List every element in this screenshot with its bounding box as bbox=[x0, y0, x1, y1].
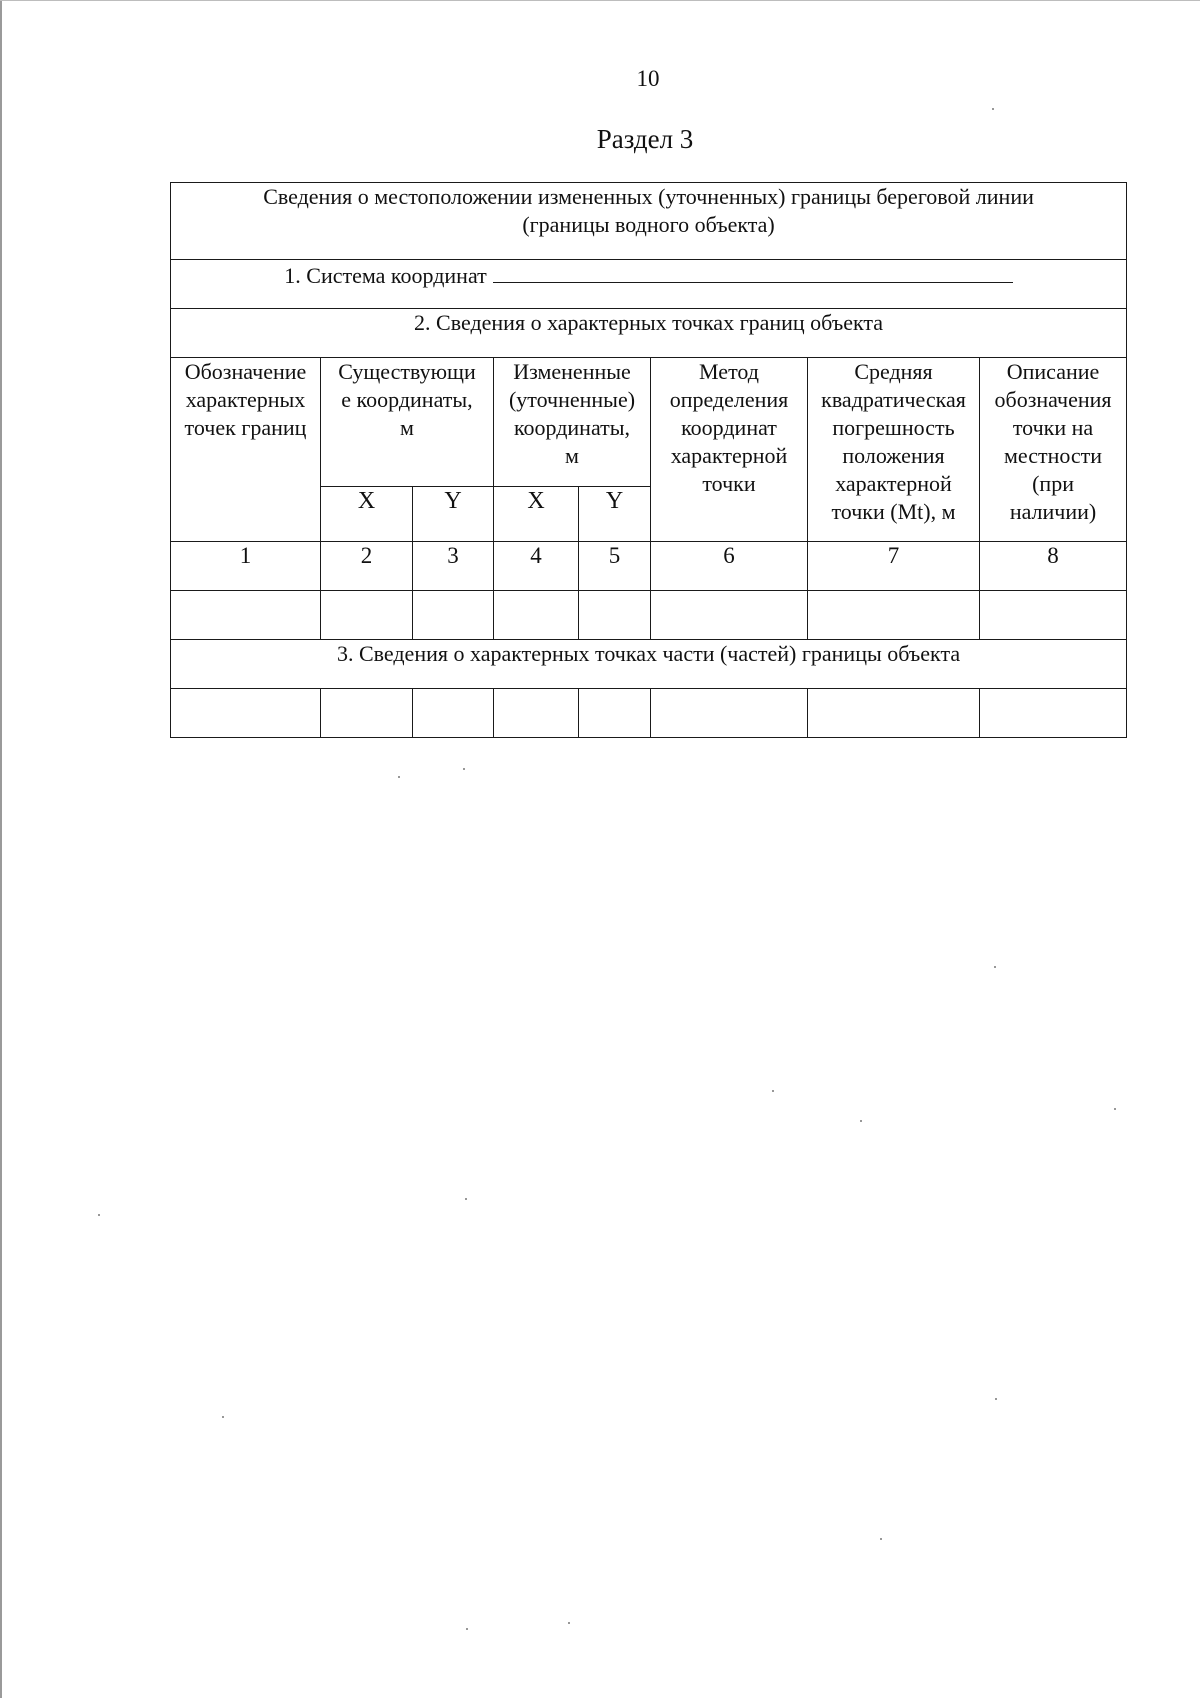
col-header-description bbox=[980, 358, 1127, 542]
empty-cell[interactable] bbox=[321, 689, 413, 738]
col-header-text: точки bbox=[702, 471, 756, 496]
part-points-section-cell bbox=[171, 640, 1127, 689]
page-number: 10 bbox=[636, 66, 660, 91]
col-header-mean-square-error bbox=[808, 358, 980, 542]
col-header-text: точки на bbox=[1012, 415, 1094, 440]
col-number: 1 bbox=[171, 542, 321, 591]
col-header-text: координат bbox=[681, 415, 777, 440]
col-number: 4 bbox=[494, 542, 579, 591]
points-empty-row bbox=[171, 591, 1127, 640]
col-header-text: координаты, bbox=[513, 415, 631, 440]
coordinate-system-blank[interactable] bbox=[493, 260, 1013, 283]
col-number: 7 bbox=[808, 542, 980, 591]
coordinate-system-label: 1. Система координат bbox=[284, 263, 487, 288]
col-number: 8 bbox=[980, 542, 1127, 591]
subcol-changed-x: X bbox=[494, 487, 579, 542]
coordinate-system-cell bbox=[171, 260, 1127, 309]
col-header-text: обозначения bbox=[994, 387, 1112, 412]
col-header-text: (уточненные) bbox=[508, 387, 636, 412]
empty-cell[interactable] bbox=[579, 591, 651, 640]
empty-cell[interactable] bbox=[980, 591, 1127, 640]
col-header-existing-coordinates bbox=[321, 358, 494, 487]
form-title-cell bbox=[171, 183, 1127, 260]
scan-speck bbox=[1114, 1108, 1116, 1110]
col-header-text: Метод bbox=[699, 359, 759, 384]
empty-cell[interactable] bbox=[413, 591, 494, 640]
scan-speck bbox=[995, 1398, 997, 1400]
form-title-row bbox=[171, 183, 1127, 260]
points-section-cell bbox=[171, 309, 1127, 358]
empty-cell[interactable] bbox=[980, 689, 1127, 738]
empty-cell[interactable] bbox=[579, 689, 651, 738]
column-number-row bbox=[171, 542, 1127, 591]
col-header-text: точки (Mt), м bbox=[831, 499, 956, 524]
scan-speck bbox=[463, 768, 465, 770]
col-header-method bbox=[651, 358, 808, 542]
col-header-text: м bbox=[565, 443, 579, 468]
points-section-row bbox=[171, 309, 1127, 358]
page-top-edge bbox=[0, 0, 1200, 1]
empty-cell[interactable] bbox=[808, 591, 980, 640]
col-header-text: местности bbox=[1003, 443, 1103, 468]
scan-speck bbox=[222, 1416, 224, 1418]
empty-cell[interactable] bbox=[171, 591, 321, 640]
part-points-section-row bbox=[171, 640, 1127, 689]
scan-speck bbox=[772, 1090, 774, 1092]
col-header-changed-coordinates bbox=[494, 358, 651, 487]
col-header-text: квадратическая bbox=[821, 387, 966, 412]
col-number: 5 bbox=[579, 542, 651, 591]
col-header-text: характерной bbox=[835, 471, 952, 496]
col-header-text: Измененные bbox=[513, 359, 631, 384]
col-header-text: наличии) bbox=[1009, 499, 1097, 524]
scan-speck bbox=[992, 108, 994, 110]
coordinate-system-row bbox=[171, 260, 1127, 309]
col-header-text: погрешность bbox=[832, 415, 955, 440]
scan-speck bbox=[465, 1198, 467, 1200]
col-header-text: определения bbox=[669, 387, 789, 412]
col-header-text: м bbox=[400, 415, 414, 440]
part-points-section-label: 3. Сведения о характерных точках части (частей) границы объекта bbox=[336, 641, 961, 666]
form-title-line1: Сведения о местоположении измененных (уточненных) границы береговой линии bbox=[263, 184, 1034, 209]
subcol-existing-y: Y bbox=[413, 487, 494, 542]
col-number: 6 bbox=[651, 542, 808, 591]
col-header-text: точек границ bbox=[184, 415, 307, 440]
col-header-text: Средняя bbox=[854, 359, 933, 384]
scan-speck bbox=[880, 1538, 882, 1540]
empty-cell[interactable] bbox=[494, 591, 579, 640]
col-number: 2 bbox=[321, 542, 413, 591]
scan-speck bbox=[860, 1120, 862, 1122]
col-header-text: Обозначение bbox=[184, 359, 307, 384]
col-header-text: (при bbox=[1032, 471, 1074, 496]
empty-cell[interactable] bbox=[651, 689, 808, 738]
subcol-changed-y: Y bbox=[579, 487, 651, 542]
page-left-edge bbox=[0, 0, 2, 1698]
col-number: 3 bbox=[413, 542, 494, 591]
scan-speck bbox=[568, 1622, 570, 1624]
scan-speck bbox=[466, 1628, 468, 1630]
empty-cell[interactable] bbox=[321, 591, 413, 640]
boundary-points-form-table bbox=[170, 182, 1127, 738]
subcol-existing-x: X bbox=[321, 487, 413, 542]
empty-cell[interactable] bbox=[171, 689, 321, 738]
col-header-text: Существующи bbox=[338, 359, 476, 384]
section-title: Раздел 3 bbox=[596, 124, 694, 154]
column-header-row bbox=[171, 358, 1127, 487]
col-header-text: Описание bbox=[1006, 359, 1100, 384]
empty-cell[interactable] bbox=[808, 689, 980, 738]
part-points-empty-row bbox=[171, 689, 1127, 738]
empty-cell[interactable] bbox=[651, 591, 808, 640]
col-header-text: положения bbox=[842, 443, 945, 468]
form-title-line2: (границы водного объекта) bbox=[522, 212, 775, 237]
scan-speck bbox=[98, 1214, 100, 1216]
scan-speck bbox=[398, 776, 400, 778]
col-header-text: характерной bbox=[670, 443, 788, 468]
points-section-label: 2. Сведения о характерных точках границ объекта bbox=[414, 310, 884, 335]
col-header-point-designation bbox=[171, 358, 321, 542]
empty-cell[interactable] bbox=[494, 689, 579, 738]
col-header-text: характерных bbox=[185, 387, 306, 412]
col-header-text: е координаты, bbox=[341, 387, 473, 412]
scan-speck bbox=[994, 966, 996, 968]
empty-cell[interactable] bbox=[413, 689, 494, 738]
